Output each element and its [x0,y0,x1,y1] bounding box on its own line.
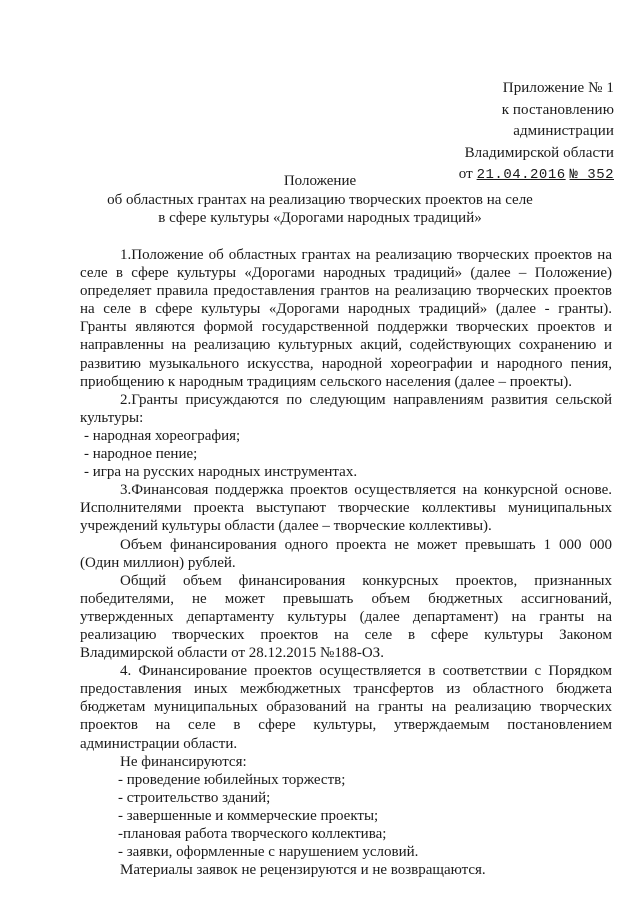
paragraph-3c: Общий объем финансирования конкурсных проектов, признанных победителями, не может превышать объем бюджетных ассигнований, утвержденных департаменту культуры (далее департамент) на гранты на реализацию творческих проектов на селе в сфере культуры Законом Владимирской области от 28.12.2015 №188-ОЗ. [80,572,612,662]
list-item: - игра на русских народных инструментах. [84,464,358,481]
paragraph-4-head: Не финансируются: [120,753,247,770]
list-item: - строительство зданий; [118,789,271,806]
list-item: - проведение юбилейных торжеств; [118,771,346,788]
list-item: - заявки, оформленные с нарушением условий. [118,844,419,861]
paragraph-1: 1.Положение об областных грантах на реализацию творческих проектов на селе в сфере культуры «Дорогами народных традиций» (далее – Положение) определяет правила предоставления грантов на реализацию творческих проектов на селе в сфере культуры «Дорогами народных традиций» (далее - гранты). Гранты являются формой государственной поддержки творческих проектов и направленны на реализацию культурных акций, содействующих сохранению и развитию музыкального искусства, народной хореографии и народного пения, приобщению к народным традициям сельского населения (далее – проекты). [80,247,612,390]
appendix-block [459,78,614,187]
title-line-3: в сфере культуры «Дорогами народных традиций» [158,210,482,226]
title-line-1: Положение [283,173,357,189]
appendix-line-2: к постановлению [501,101,614,118]
list-item: - завершенные и коммерческие проекты; [118,807,379,824]
appendix-line-3: администрации [513,123,614,139]
appendix-line-1: Приложение № 1 [502,80,614,96]
document-body [80,246,612,879]
list-item: - народная хореография; [84,427,241,444]
date-prefix: от [458,166,473,182]
date-value: 21.04.2016 [476,167,566,183]
paragraph-2: 2.Гранты присуждаются по следующим направлениям развития сельской культуры: [80,391,612,426]
appendix-line-4: Владимирской области [464,144,614,161]
paragraph-3: 3.Финансовая поддержка проектов осуществляется на конкурсной основе. Исполнителями проекта выступают творческие коллективы муниципальных учреждений культуры области (далее – творческие коллективы). [80,482,612,535]
number-value: № 352 [569,167,614,183]
paragraph-4-tail: Материалы заявок не рецензируются и не возвращаются. [120,862,486,879]
list-item: -плановая работа творческого коллектива; [118,826,387,842]
paragraph-4: 4. Финансирование проектов осуществляется в соответствии с Порядком предоставления иных межбюджетных трансфертов из областного бюджета бюджетам муниципальных образований на гранты на реализацию творческих проектов на селе в сфере культуры, утверждаемым постановлением администрации области. [80,663,612,752]
list-item: - народное пение; [84,446,198,463]
paragraph-3b: Объем финансирования одного проекта не может превышать 1 000 000 (Один миллион) рублей. [80,536,612,571]
title-line-2: об областных грантах на реализацию творческих проектов на селе [107,191,533,208]
document-title [0,172,640,228]
